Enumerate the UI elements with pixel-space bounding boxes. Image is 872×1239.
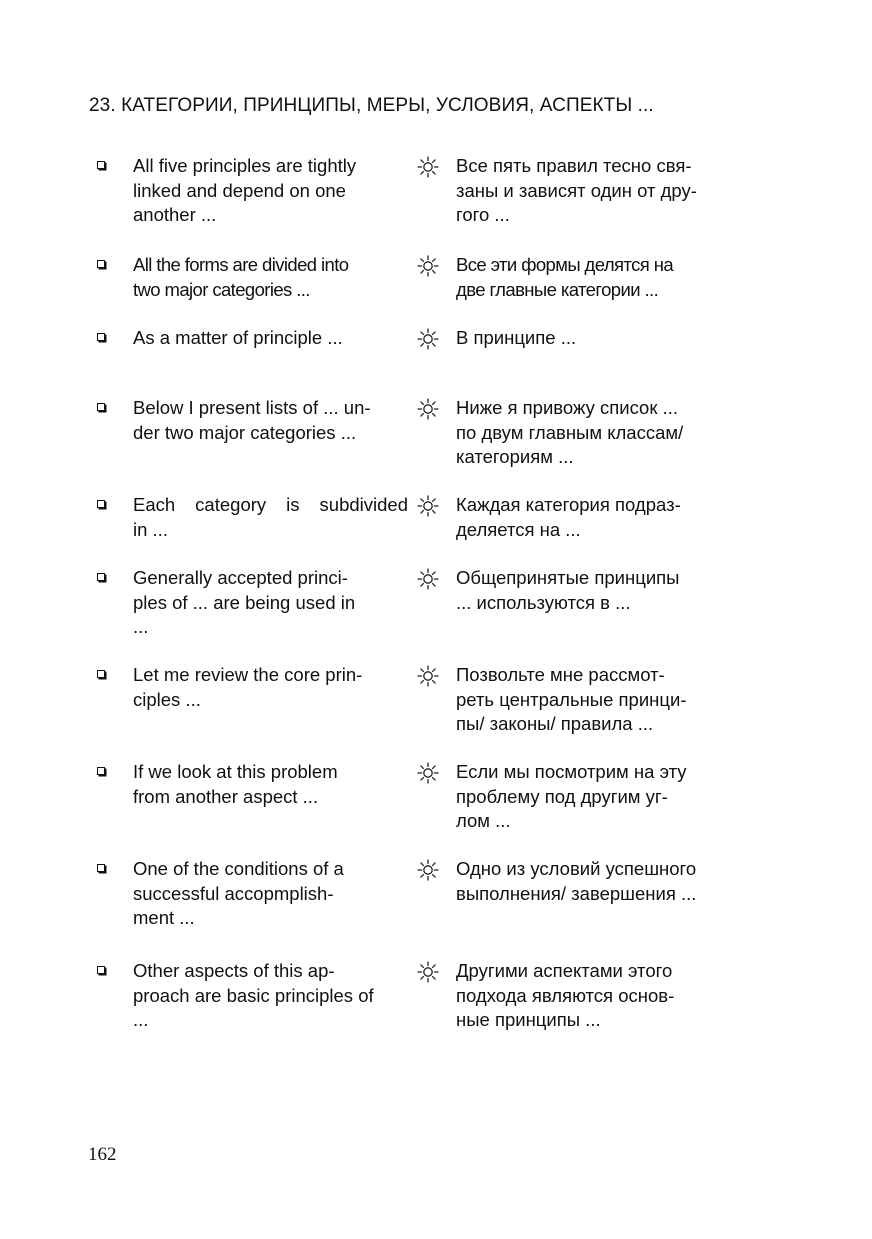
english-phrase — [133, 760, 408, 809]
english-phrase-line: der two major categories ... — [133, 421, 357, 443]
checkbox-bullet-icon — [97, 767, 105, 775]
english-phrase-line: another ... — [133, 204, 217, 225]
english-phrase-line: proach are basic principles of — [133, 984, 374, 1006]
russian-translation-line: выполнения/ завершения ... — [456, 882, 697, 904]
russian-translation-line: Все пять правил тесно свя- — [456, 155, 692, 176]
english-phrase-line: ment ... — [133, 907, 195, 928]
russian-translation-line: Все эти формы делятся на — [456, 254, 674, 275]
russian-translation-line: Общепринятые принципы — [456, 567, 680, 588]
russian-translation-line: заны и зависят один от дру- — [456, 179, 697, 201]
russian-translation-line: реть центральные принци- — [456, 688, 687, 710]
russian-translation — [456, 396, 741, 470]
russian-translation — [456, 857, 741, 906]
sun-icon — [416, 327, 440, 351]
english-phrase-line: ciples ... — [133, 688, 201, 710]
english-phrase-line: linked and depend on one — [133, 179, 346, 201]
english-phrase — [133, 326, 408, 351]
russian-translation-line: Другими аспектами этого — [456, 960, 673, 981]
sun-icon — [416, 254, 440, 278]
russian-translation-line: Позвольте мне рассмот- — [456, 664, 665, 685]
russian-translation-line: пы/ законы/ правила ... — [456, 713, 654, 734]
russian-translation — [456, 326, 741, 351]
sun-icon — [416, 858, 440, 882]
russian-translation — [456, 154, 741, 228]
english-phrase — [133, 959, 408, 1033]
english-phrase — [133, 566, 408, 640]
russian-translation — [456, 663, 741, 737]
russian-translation — [456, 253, 741, 302]
english-phrase-line: successful accopmplish- — [133, 882, 334, 904]
english-phrase-line: One of the conditions of a — [133, 858, 344, 879]
english-phrase-line: two major categories ... — [133, 278, 310, 300]
english-phrase-line: Other aspects of this ap- — [133, 960, 335, 981]
sun-icon — [416, 960, 440, 984]
english-phrase-line: ... — [133, 1009, 149, 1030]
section-heading: 23. КАТЕГОРИИ, ПРИНЦИПЫ, МЕРЫ, УСЛОВИЯ, АСПЕКТЫ ... — [89, 95, 654, 116]
russian-translation — [456, 566, 741, 615]
checkbox-bullet-icon — [97, 573, 105, 581]
english-phrase-line: ... — [133, 616, 149, 637]
english-phrase — [133, 154, 408, 228]
russian-translation-line: лом ... — [456, 810, 511, 831]
page-number: 162 — [88, 1144, 117, 1165]
english-phrase — [133, 253, 408, 302]
english-phrase — [133, 493, 408, 542]
russian-translation — [456, 959, 741, 1033]
russian-translation-line: Если мы посмотрим на эту — [456, 761, 687, 782]
sun-icon — [416, 664, 440, 688]
checkbox-bullet-icon — [97, 670, 105, 678]
checkbox-bullet-icon — [97, 260, 105, 268]
checkbox-bullet-icon — [97, 864, 105, 872]
russian-translation — [456, 493, 741, 542]
russian-translation-line: деляется на ... — [456, 518, 581, 540]
english-phrase-line: As a matter of principle ... — [133, 327, 343, 348]
english-phrase — [133, 396, 408, 445]
sun-icon — [416, 567, 440, 591]
checkbox-bullet-icon — [97, 403, 105, 411]
english-phrase-line: If we look at this problem — [133, 761, 338, 782]
english-phrase-line: ples of ... are being used in — [133, 591, 356, 613]
russian-translation-line: В принципе ... — [456, 327, 577, 348]
english-phrase — [133, 857, 408, 931]
english-phrase-line: All the forms are divided into — [133, 254, 349, 275]
russian-translation — [456, 760, 741, 834]
english-phrase-line: Below I present lists of ... un- — [133, 397, 371, 418]
russian-translation-line: проблему под другим уг- — [456, 785, 668, 807]
sun-icon — [416, 397, 440, 421]
russian-translation-line: две главные категории ... — [456, 278, 659, 300]
english-phrase-line: in ... — [133, 518, 168, 540]
english-phrase-line: Each category is subdivided — [133, 494, 408, 515]
russian-translation-line: Каждая категория подраз- — [456, 494, 681, 515]
english-phrase-line: Let me review the core prin- — [133, 664, 363, 685]
russian-translation-line: ... используются в ... — [456, 591, 631, 613]
english-phrase — [133, 663, 408, 712]
checkbox-bullet-icon — [97, 966, 105, 974]
english-phrase-line: from another aspect ... — [133, 785, 319, 807]
english-phrase-line: Generally accepted princi- — [133, 567, 348, 588]
sun-icon — [416, 155, 440, 179]
checkbox-bullet-icon — [97, 500, 105, 508]
russian-translation-line: Ниже я привожу список ... — [456, 397, 678, 418]
english-phrase-line: All five principles are tightly — [133, 155, 357, 176]
russian-translation-line: подхода являются основ- — [456, 984, 675, 1006]
russian-translation-line: гого ... — [456, 204, 510, 225]
checkbox-bullet-icon — [97, 333, 105, 341]
russian-translation-line: ные принципы ... — [456, 1009, 601, 1030]
checkbox-bullet-icon — [97, 161, 105, 169]
sun-icon — [416, 494, 440, 518]
sun-icon — [416, 761, 440, 785]
russian-translation-line: Одно из условий успешного — [456, 858, 697, 879]
russian-translation-line: по двум главным классам/ — [456, 421, 684, 443]
russian-translation-line: категориям ... — [456, 446, 574, 467]
